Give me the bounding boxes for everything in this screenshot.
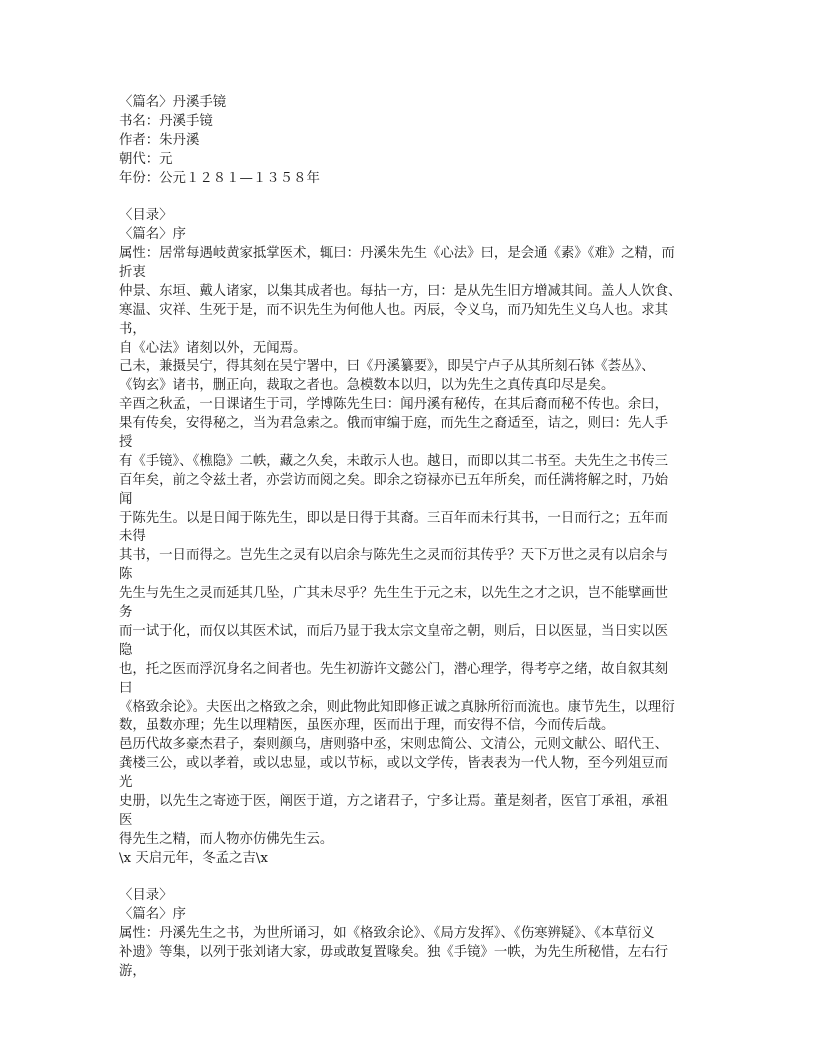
text-line: 闻: [119, 491, 133, 507]
text-line: 自《心法》诸刻以外，无闻焉。: [119, 340, 307, 356]
spacer: [119, 188, 699, 207]
text-line: 其书，一日而得之。岂先生之灵有以启余与陈先生之灵而衍其传乎？天下万世之灵有以启余与: [119, 548, 669, 564]
text-line: 〈目录〉: [119, 208, 173, 224]
header-block: [119, 94, 699, 188]
text-line: 〈篇名〉序: [119, 907, 186, 923]
text-line: 折衷: [119, 265, 146, 281]
text-line: 而一试于化，而仅以其医术试，而后乃显于我太宗文皇帝之朝，则后，日以医显，当日实以医: [119, 623, 669, 639]
text-line: 游，: [119, 963, 146, 979]
preface-section-1: [119, 207, 699, 868]
text-line: 补遗》等集，以列于张刘诸大家，毋或敢复置喙矣。独《手镜》一帙，为先生所秘惜，左右行: [119, 945, 669, 961]
text-line: 己未，兼摄吴宁，得其刻在吴宁署中，曰《丹溪纂要》，即吴宁卢子从其所刻石钵《荟丛》、: [119, 359, 655, 375]
text-line: 邑历代故多豪杰君子，秦则颜乌，唐则骆中丞，宋则忠简公、文清公，元则文献公、昭代王、: [119, 737, 669, 753]
text-line: 寒温、灾祥、生死于是，而不识先生为何他人也。丙辰，令义乌，而乃知先生义乌人也。求其: [119, 302, 669, 318]
text-line: 授: [119, 435, 133, 451]
spacer: [119, 869, 699, 888]
text-line: 也，托之医而浮沉身名之间者也。先生初游许文懿公门，潜心理学，得考亭之绪，故自叙其刻: [119, 661, 669, 677]
year-line: 年份：公元１２８１—１３５８年: [119, 170, 320, 186]
title-line: 〈篇名〉丹溪手镜: [119, 95, 227, 110]
text-line: 隐: [119, 642, 133, 658]
text-line: 史册，以先生之寄迹于医，阐医于道，方之诸君子，宁多让焉。董是刻者，医官丁承祖，承祖: [119, 793, 669, 809]
text-line: 〈篇名〉序: [119, 227, 186, 243]
text-line: 《格致余论》。夫医出之格致之余，则此物此知即修正诚之真脉所衍而流也。康节先生，以理衍: [119, 699, 675, 715]
text-line: 光: [119, 775, 133, 791]
text-line: 于陈先生。以是日闻于陈先生，即以是日得于其裔。三百年而未行其书，一日而行之；五年而: [119, 510, 669, 526]
text-line: 属性：居常每遇岐黄家抵掌医术，辄曰：丹溪朱先生《心法》曰，是会通《素》《难》之精，而: [119, 246, 675, 262]
book-name-line: 书名：丹溪手镜: [119, 113, 213, 129]
text-line: 属性：丹溪先生之书，为世所诵习，如《格致余论》、《局方发挥》、《伤寒辨疑》、《本草衍义: [119, 926, 655, 942]
text-line: 未得: [119, 529, 146, 545]
text-line: 书，: [119, 321, 146, 337]
text-line: 〈目录〉: [119, 888, 173, 904]
text-line: 百年矣，前之令兹土者，亦尝访而阅之矣。即余之窃禄亦已五年所矣，而任满将解之时，乃始: [119, 472, 669, 488]
text-line: 医: [119, 812, 133, 828]
text-line: 《钩玄》诸书，删正向，裁取之者也。急模数本以归，以为先生之真传真印尽是矣。: [119, 378, 615, 394]
text-line: 果有传矣，安得秘之，当为君急索之。俄而审编于庭，而先生之裔适至，诘之，则曰：先人手: [119, 416, 669, 432]
text-line: 辛酉之秋孟，一日课诸生于司，学博陈先生曰：闻丹溪有秘传，在其后裔而秘不传也。余曰，: [119, 397, 669, 413]
text-line: 数，虽数亦理；先生以理精医，虽医亦理，医而出于理，而安得不信，今而传后哉。: [119, 718, 615, 734]
text-line: 得先生之精，而人物亦仿佛先生云。: [119, 831, 334, 847]
document-page: [119, 94, 699, 982]
text-line: 陈: [119, 567, 133, 583]
author-line: 作者：朱丹溪: [119, 132, 200, 148]
preface-section-2: [119, 887, 699, 981]
date-signature-line: \x 天启元年，冬孟之吉\x: [119, 850, 268, 866]
text-line: 先生与先生之灵而延其几坠，广其未尽乎？先生生于元之末，以先生之才之识，岂不能擘画世: [119, 586, 669, 602]
text-line: 有《手镜》、《樵隐》二帙，藏之久矣，未敢示人也。越日，而即以其二书至。夫先生之书传三: [119, 453, 669, 469]
dynasty-line: 朝代：元: [119, 151, 173, 167]
text-line: 务: [119, 605, 133, 621]
text-line: 龚楼三公，或以孝着，或以忠显，或以节标，或以文学传，皆表表为一代人物，至今列俎豆而: [119, 756, 669, 772]
text-line: 仲景、东垣、戴人诸家，以集其成者也。每拈一方，曰：是从先生旧方增减其间。盖人人饮食、: [119, 283, 682, 299]
text-line: 曰: [119, 680, 133, 696]
